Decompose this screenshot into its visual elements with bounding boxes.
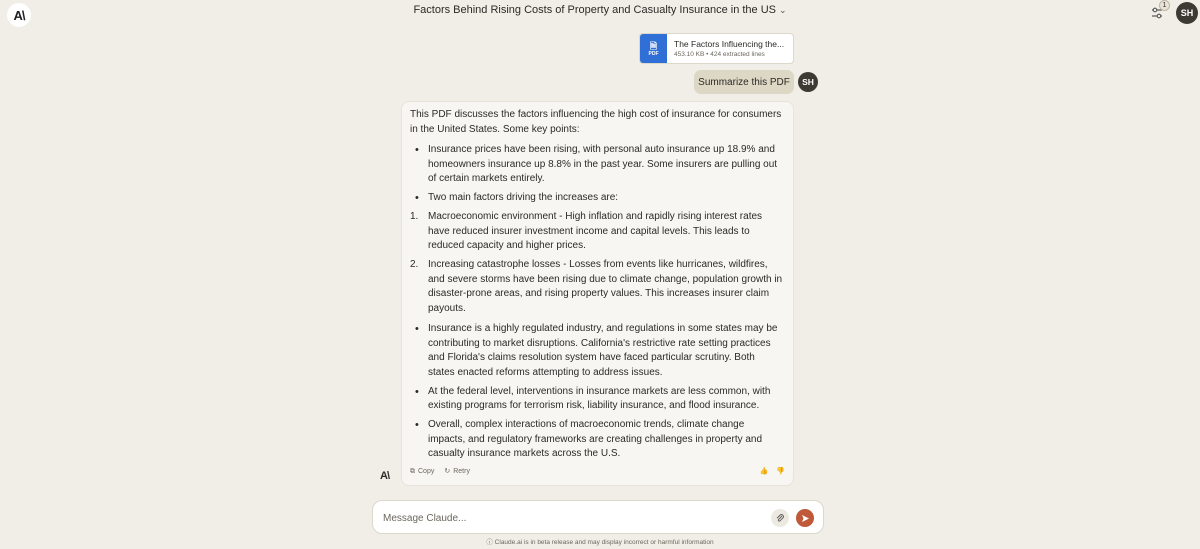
- bullet-list-b: [410, 322, 783, 462]
- claude-avatar-icon: A\: [380, 470, 389, 482]
- numbered-list: [410, 210, 783, 316]
- file-type-label: PDF: [648, 50, 659, 57]
- thumbs-up-icon[interactable]: 👍: [759, 467, 769, 475]
- send-arrow-icon: [801, 514, 810, 523]
- list-item: • At the federal level, interventions in insurance markets are less common, with existing programs for terrorism risk, liability insurance, and flood insurance.: [428, 385, 783, 414]
- assistant-reply: [401, 101, 794, 486]
- beta-disclaimer: ⓘ Claude.ai is in beta release and may display incorrect or harmful information: [486, 539, 714, 546]
- copy-icon: ⧉: [410, 467, 415, 475]
- user-message: Summarize this PDF: [694, 70, 794, 94]
- notification-badge: 1: [1159, 0, 1170, 11]
- send-button[interactable]: [796, 509, 814, 527]
- thumbs-down-icon[interactable]: 👎: [776, 467, 785, 475]
- claude-logo[interactable]: A\: [7, 3, 31, 27]
- file-info: 453.10 KB • 424 extracted lines: [674, 51, 765, 58]
- reply-intro: This PDF discusses the factors influencing the high cost of insurance for consumers in the United States. Some key points:: [410, 109, 782, 135]
- message-composer: [372, 500, 824, 534]
- message-input[interactable]: [383, 510, 743, 526]
- retry-button[interactable]: ↻ Retry: [444, 467, 470, 475]
- user-avatar: SH: [798, 72, 818, 92]
- pdf-attachment-card[interactable]: [639, 33, 794, 64]
- chevron-down-icon: ⌄: [779, 5, 787, 15]
- list-item: • Two main factors driving the increases are:: [428, 191, 783, 206]
- retry-icon: ↻: [444, 467, 451, 475]
- copy-button[interactable]: ⧉ Copy: [410, 467, 435, 475]
- file-name: The Factors Influencing the...: [674, 39, 785, 49]
- user-avatar-menu[interactable]: SH: [1176, 2, 1198, 24]
- conversation-title[interactable]: [0, 4, 1200, 16]
- bullet-list-a: [410, 143, 783, 206]
- list-item: 2. Increasing catastrophe losses - Losses from events like hurricanes, wildfires, and severe storms have been rising due to climate change, population growth in disaster-prone areas, and rising property values. This increases insurer claim payouts.: [410, 259, 783, 314]
- conversation-title-text: Factors Behind Rising Costs of Property and Casualty Insurance in the US: [413, 4, 777, 16]
- list-item: • Insurance is a highly regulated industry, and regulations in some states may be contributing to market disruptions. California's restrictive rate setting practices and Florida's claims resolution system have faced particular scrutiny. Both states enacted reforms attempting to address issues.: [428, 322, 783, 380]
- list-item: 1. Macroeconomic environment - High inflation and rapidly rising interest rates have reduced insurer investment income and capital levels. This leads to reduced capacity and higher prices.: [410, 211, 763, 251]
- list-item: • Overall, complex interactions of macroeconomic trends, climate change impacts, and regulatory frameworks are creating challenges in property and casualty insurance markets across the U.S.: [428, 418, 783, 462]
- paperclip-icon[interactable]: [771, 509, 789, 527]
- list-item: • Insurance prices have been rising, with personal auto insurance up 18.9% and homeowners insurance up 8.8% in the past year. Some insurers are pulling out of certain markets entirely.: [428, 143, 783, 187]
- pdf-file-icon: 🗎 PDF: [640, 33, 667, 64]
